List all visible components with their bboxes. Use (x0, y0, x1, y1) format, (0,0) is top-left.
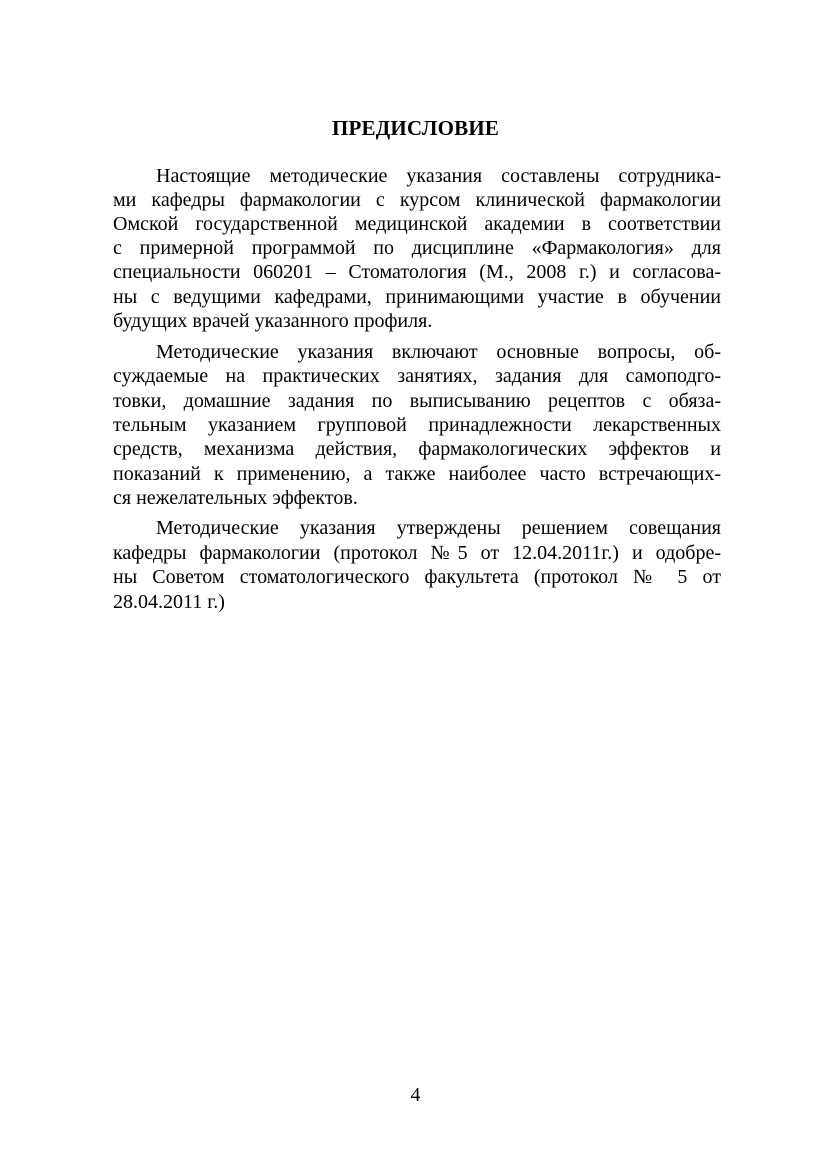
paragraph-line: Методические указания включают основные вопросы, об- (156, 341, 721, 363)
paragraph-line: ся нежелательных эффектов. (113, 487, 358, 509)
page-number: 4 (410, 1084, 421, 1106)
paragraph-line: 28.04.2011 г.) (113, 591, 225, 613)
paragraph-line: ны с ведущими кафедрами, принимающими участие в обучении (113, 286, 721, 308)
paragraph-line: суждаемые на практических занятиях, задания для самоподго- (113, 365, 721, 387)
page-title: ПРЕДИСЛОВИЕ (331, 116, 500, 140)
paragraph-line: Настоящие методические указания составлены сотрудника- (156, 165, 721, 187)
paragraph-line: будущих врачей указанного профиля. (113, 310, 433, 332)
paragraph-line: тельным указанием групповой принадлежности лекарственных (113, 414, 721, 436)
paragraph-line: ми кафедры фармакологии с курсом клинической фармакологии (113, 189, 721, 211)
paragraph-line: средств, механизма действия, фармакологических эффектов и (113, 438, 721, 460)
paragraph-line: товки, домашние задания по выписыванию рецептов с обяза- (113, 390, 721, 412)
paragraph-line: Омской государственной медицинской академии в соответствии (113, 213, 721, 235)
paragraph-line: кафедры фармакологии (протокол №5 от 12.04.2011г.) и одобре- (113, 542, 721, 564)
paragraph-line: Методические указания утверждены решением совещания (156, 517, 721, 539)
paragraph-line: специальности 060201 – Стоматология (М., 2008 г.) и согласова- (113, 261, 721, 283)
paragraph-line: с примерной программой по дисциплине «Фармакология» для (113, 237, 721, 259)
paragraph-line: ны Советом стоматологического факультета (протокол № 5 от (113, 566, 721, 588)
paragraph-line: показаний к применению, а также наиболее часто встречающих- (113, 463, 721, 485)
